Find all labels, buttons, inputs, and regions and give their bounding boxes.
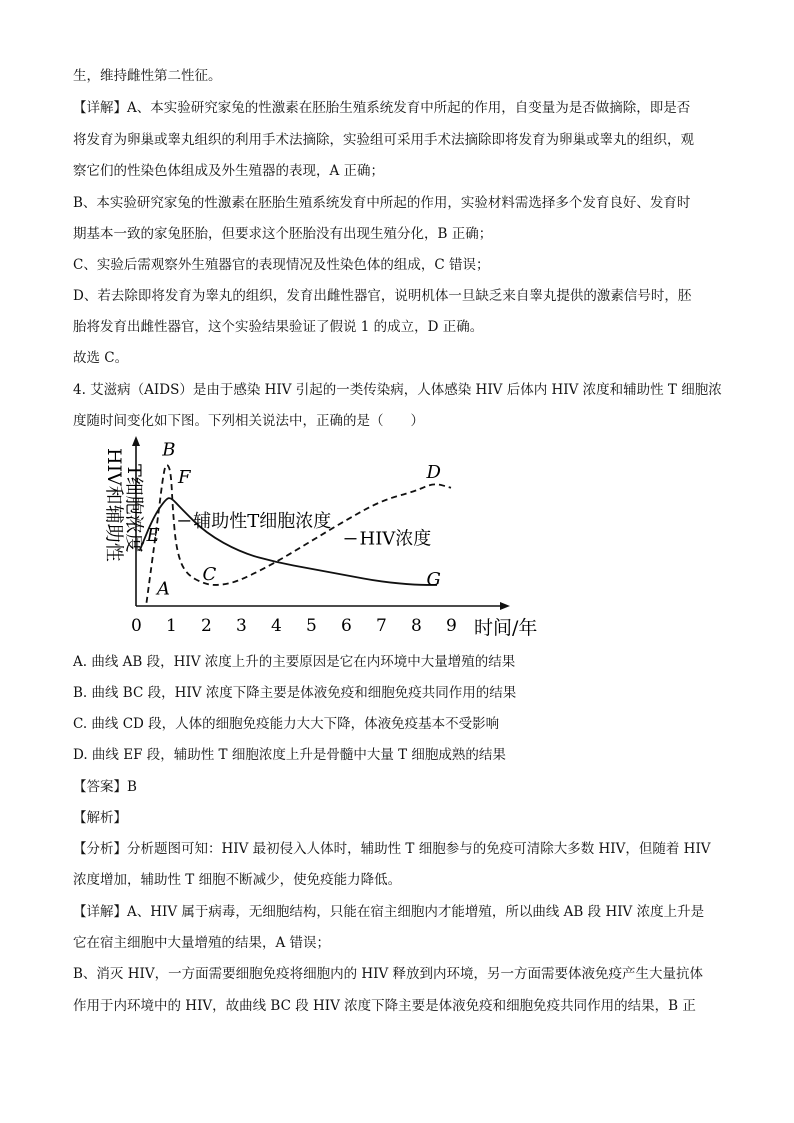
text-line: 作用于内环境中的 HIV，故曲线 BC 段 HIV 浓度下降主要是体液免疫和细胞免疫共同作用的结果，B 正 bbox=[73, 998, 696, 1014]
option-a: A. 曲线 AB 段，HIV 浓度上升的主要原因是它在内环境中大量增殖的结果 bbox=[73, 654, 516, 670]
x-tick-label: 2 bbox=[201, 616, 212, 636]
text-line: D、若去除即将发育为睾丸的组织，发育出雌性器官，说明机体一旦缺乏来自睾丸提供的激素信号时，胚 bbox=[73, 288, 692, 304]
point-label-f: F bbox=[178, 466, 191, 488]
text-line: 生，维持雌性第二性征。 bbox=[73, 68, 222, 84]
x-tick-label: 9 bbox=[446, 616, 457, 636]
text-line: 它在宿主细胞中大量增殖的结果，A 错误； bbox=[73, 935, 331, 951]
chart-svg bbox=[96, 434, 552, 642]
x-axis-label: 时间/年 bbox=[474, 617, 538, 639]
text-line: 【详解】A、HIV 属于病毒，无细胞结构，只能在宿主细胞内才能增殖，所以曲线 AB 段 HIV 浓度上升是 bbox=[73, 904, 705, 920]
answer: 【答案】B bbox=[73, 779, 137, 795]
point-label-d: D bbox=[426, 462, 441, 484]
y-axis-arrow bbox=[132, 436, 140, 446]
hiv-chart bbox=[96, 434, 552, 642]
x-tick-label: 4 bbox=[271, 616, 282, 636]
text-line: 故选 C。 bbox=[73, 350, 129, 366]
hiv-series-label: HIV浓度 bbox=[359, 528, 432, 550]
question-stem: 度随时间变化如下图。下列相关说法中，正确的是（ ） bbox=[73, 413, 424, 429]
point-label-e: E bbox=[146, 525, 160, 547]
point-label-g: G bbox=[426, 568, 441, 590]
text-line: 浓度增加，辅助性 T 细胞不断减少，使免疫能力降低。 bbox=[73, 872, 402, 888]
point-label-a: A bbox=[157, 578, 170, 600]
option-c: C. 曲线 CD 段，人体的细胞免疫能力大大下降，体液免疫基本不受影响 bbox=[73, 716, 500, 732]
point-label-b: B bbox=[162, 439, 176, 461]
analysis-heading: 【解析】 bbox=[73, 810, 127, 826]
text-line: B、消灭 HIV，一方面需要细胞免疫将细胞内的 HIV 释放到内环境，另一方面需要体液免疫产生大量抗体 bbox=[73, 966, 704, 982]
x-axis-arrow bbox=[500, 602, 510, 610]
text-line: 将发育为卵巢或睾丸组织的利用手术法摘除，实验组可采用手术法摘除即将发育为卵巢或睾丸的组织，观 bbox=[73, 132, 694, 148]
point-label-c: C bbox=[202, 564, 217, 586]
text-line: 【分析】分析题图可知：HIV 最初侵入人体时，辅助性 T 细胞参与的免疫可清除大多数 HIV，但随着 HIV bbox=[73, 841, 711, 857]
x-tick-label: 3 bbox=[236, 616, 247, 636]
y-axis-label-line2: T细胞浓度 bbox=[123, 464, 145, 553]
text-line: B、本实验研究家兔的性激素在胚胎生殖系统发育中所起的作用，实验材料需选择多个发育良好、发育时 bbox=[73, 195, 691, 211]
x-tick-label: 7 bbox=[376, 616, 387, 636]
text-line: 察它们的性染色体组成及外生殖器的表现，A 正确； bbox=[73, 163, 385, 179]
x-tick-label: 0 bbox=[131, 616, 142, 636]
text-line: 胎将发育出雌性器官，这个实验结果验证了假说 1 的成立，D 正确。 bbox=[73, 319, 484, 335]
text-line: C、实验后需观察外生殖器官的表现情况及性染色体的组成，C 错误； bbox=[73, 257, 490, 273]
x-tick-label: 6 bbox=[341, 616, 352, 636]
x-tick-label: 8 bbox=[411, 616, 422, 636]
y-axis-label-line1: HIV和辅助性 bbox=[103, 448, 125, 562]
x-tick-label: 1 bbox=[166, 616, 177, 636]
option-d: D. 曲线 EF 段，辅助性 T 细胞浓度上升是骨髓中大量 T 细胞成熟的结果 bbox=[73, 747, 506, 763]
option-b: B. 曲线 BC 段，HIV 浓度下降主要是体液免疫和细胞免疫共同作用的结果 bbox=[73, 685, 517, 701]
text-line: 【详解】A、本实验研究家兔的性激素在胚胎生殖系统发育中所起的作用，自变量为是否做摘除，即是否 bbox=[73, 100, 691, 116]
x-tick-label: 5 bbox=[306, 616, 317, 636]
question-stem: 4. 艾滋病（AIDS）是由于感染 HIV 引起的一类传染病，人体感染 HIV 后体内 HIV 浓度和辅助性 T 细胞浓 bbox=[73, 382, 722, 398]
text-line: 期基本一致的家兔胚胎，但要求这个胚胎没有出现生殖分化，B 正确； bbox=[73, 226, 493, 242]
t-cell-series-label: 辅助性T细胞浓度 bbox=[193, 510, 332, 532]
